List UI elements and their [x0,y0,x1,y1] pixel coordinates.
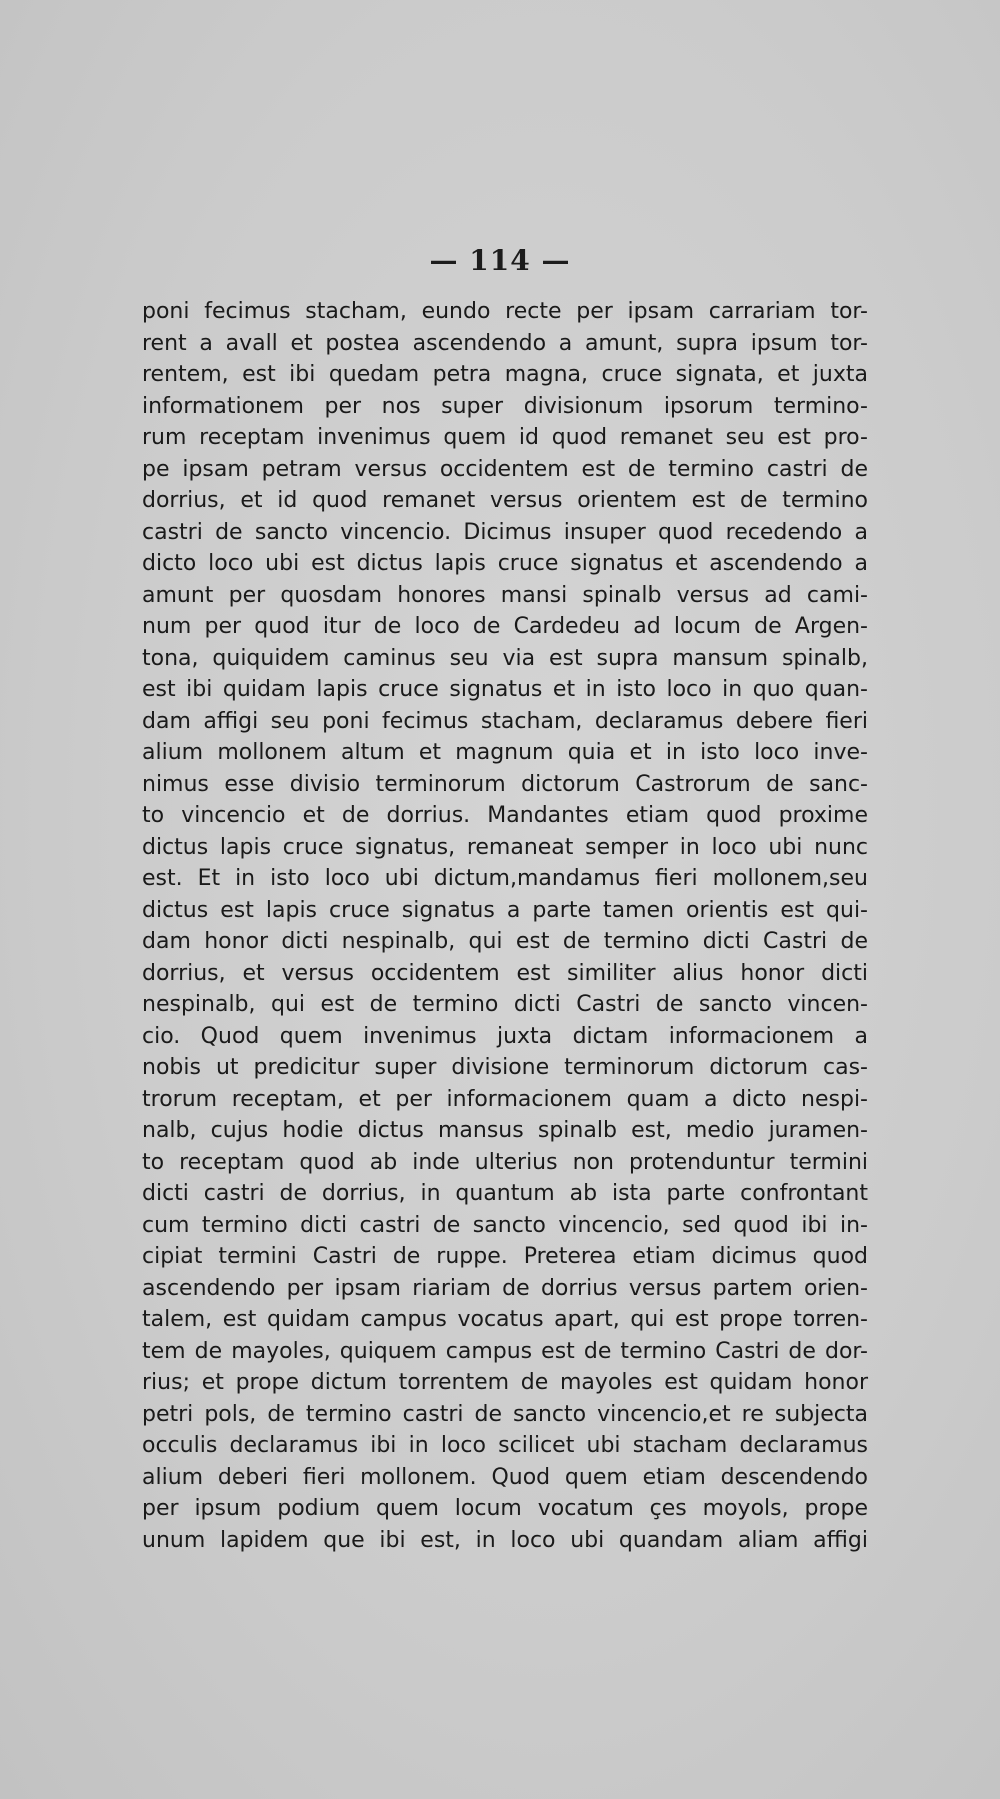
text-line: trorum receptam, et per informacionem quam a dicto nespi- [142,1086,868,1112]
text-line: cipiat termini Castri de ruppe. Preterea etiam dicimus quod [142,1244,868,1269]
text-line: castri de sancto vincencio. Dicimus insuper quod recedendo a [142,519,868,545]
text-line: poni fecimus stacham, eundo recte per ipsam carrariam tor- [142,299,868,324]
text-line: nespinalb, qui est de termino dicti Castri de sancto vincen- [142,992,868,1017]
text-line: dorrius, et versus occidentem est similiter alius honor dicti [142,960,868,986]
text-line: dictus est lapis cruce signatus a parte tamen orientis est qui- [142,897,868,923]
text-line: tem de mayoles, quiquem campus est de termino Castri de dor- [142,1338,868,1364]
text-line: informationem per nos super divisionum ipsorum termino- [142,393,868,419]
text-line: alium mollonem altum et magnum quia et in isto loco inve- [142,740,868,765]
page-number: — 114 — [429,244,571,277]
text-line: alium deberi fieri mollonem. Quod quem etiam descendendo [142,1464,868,1490]
text-line: dam affigi seu poni fecimus stacham, declaramus debere fieri [142,708,868,734]
text-line: dicto loco ubi est dictus lapis cruce signatus et ascendendo a [142,551,868,576]
text-line: petri pols, de termino castri de sancto vincencio,et re subjecta [142,1401,868,1427]
text-line: pe ipsam petram versus occidentem est de termino castri de [142,456,868,482]
text-line: rent a avall et postea ascendendo a amunt, supra ipsum tor- [142,330,868,356]
text-line: amunt per quosdam honores mansi spinalb versus ad cami- [142,582,868,608]
text-line: num per quod itur de loco de Cardedeu ad locum de Argen- [142,614,868,639]
text-line: unum lapidem que ibi est, in loco ubi quandam aliam affigi [142,1527,868,1553]
text-line: cio. Quod quem invenimus juxta dictam informacionem a [142,1023,868,1049]
text-line: ascendendo per ipsam riariam de dorrius versus partem orien- [142,1275,868,1301]
body-text [142,296,868,1556]
text-line: per ipsum podium quem locum vocatum çes moyols, prope [142,1496,868,1521]
text-line: talem, est quidam campus vocatus apart, qui est prope torren- [142,1307,868,1332]
text-line: dam honor dicti nespinalb, qui est de termino dicti Castri de [142,929,868,954]
text-line: est. Et in isto loco ubi dictum,mandamus fieri mollonem,seu [142,866,868,891]
text-line: rius; et prope dictum torrentem de mayoles est quidam honor [142,1370,868,1395]
text-line: dictus lapis cruce signatus, remaneat semper in loco ubi nunc [142,834,868,860]
text-line: dorrius, et id quod remanet versus orientem est de termino [142,488,868,513]
text-line: rentem, est ibi quedam petra magna, cruce signata, et juxta [142,362,868,387]
text-line: to vincencio et de dorrius. Mandantes etiam quod proxime [142,803,868,828]
text-line: to receptam quod ab inde ulterius non protenduntur termini [142,1149,868,1175]
text-line: nalb, cujus hodie dictus mansus spinalb est, medio juramen- [142,1118,868,1143]
text-line: nobis ut predicitur super divisione terminorum dictorum cas- [142,1055,868,1080]
text-line: est ibi quidam lapis cruce signatus et in isto loco in quo quan- [142,677,868,702]
text-line: rum receptam invenimus quem id quod remanet seu est pro- [142,425,868,450]
text-line: nimus esse divisio terminorum dictorum Castrorum de sanc- [142,771,868,797]
text-line: dicti castri de dorrius, in quantum ab ista parte confrontant [142,1181,868,1206]
text-line: occulis declaramus ibi in loco scilicet ubi stacham declaramus [142,1433,868,1458]
text-line: cum termino dicti castri de sancto vincencio, sed quod ibi in- [142,1212,868,1238]
text-line: tona, quiquidem caminus seu via est supra mansum spinalb, [142,645,868,671]
